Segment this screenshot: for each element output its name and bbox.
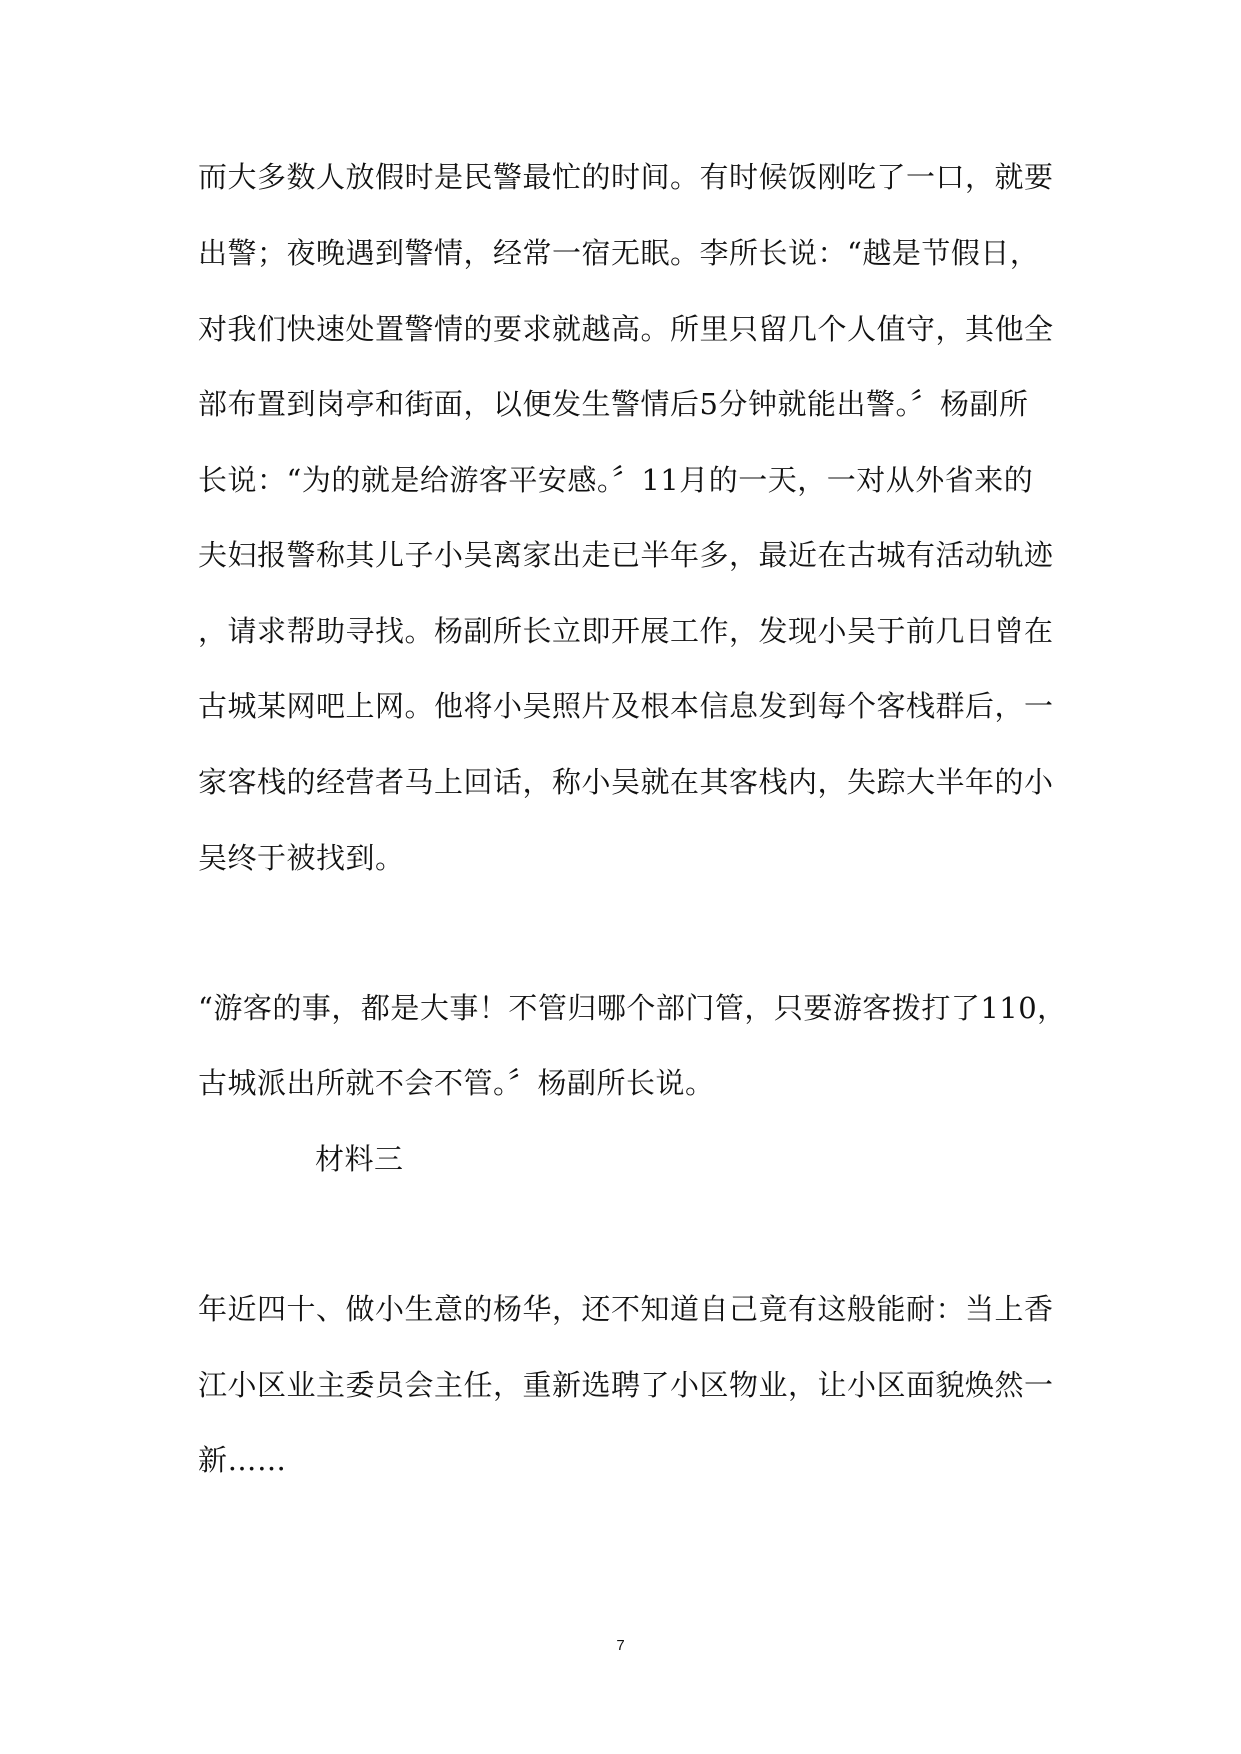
paragraph-1-line: 长说：“为的就是给游客平安感。〞11月的一天，一对从外省来的 xyxy=(198,463,1034,497)
paragraph-1-line: 对我们快速处置警情的要求就越高。所里只留几个人值守，其他全 xyxy=(198,312,1054,346)
paragraph-1-line: 出警；夜晚遇到警情，经常一宿无眠。李所长说：“越是节假日， xyxy=(198,236,1040,270)
paragraph-2-line: 古城派出所就不会不管。〞杨副所长说。 xyxy=(198,1066,715,1100)
paragraph-1-line: 家客栈的经营者马上回话，称小吴就在其客栈内，失踪大半年的小 xyxy=(198,765,1054,799)
paragraph-3-line: 年近四十、做小生意的杨华，还不知道自己竟有这般能耐：当上香 xyxy=(198,1292,1054,1326)
paragraph-1-line: 吴终于被找到。 xyxy=(198,841,405,875)
paragraph-1-line: 而大多数人放假时是民警最忙的时间。有时候饭刚吃了一口，就要 xyxy=(198,160,1054,194)
section-heading: 材料三 xyxy=(315,1142,404,1176)
paragraph-3-line: 新…… xyxy=(198,1443,287,1477)
paragraph-1-line: 夫妇报警称其儿子小吴离家出走已半年多，最近在古城有活动轨迹 xyxy=(198,538,1054,572)
paragraph-1-line: ，请求帮助寻找。杨副所长立即开展工作，发现小吴于前几日曾在 xyxy=(198,614,1054,648)
paragraph-3-line: 江小区业主委员会主任，重新选聘了小区物业，让小区面貌焕然一 xyxy=(198,1368,1054,1402)
paragraph-2-line: “游客的事，都是大事！不管归哪个部门管，只要游客拨打了110， xyxy=(198,991,1067,1025)
paragraph-1-line: 部布置到岗亭和街面，以便发生警情后5分钟就能出警。〞杨副所 xyxy=(198,387,1029,421)
paragraph-1-line: 古城某网吧上网。他将小吴照片及根本信息发到每个客栈群后，一 xyxy=(198,689,1054,723)
page-number: 7 xyxy=(616,1637,625,1654)
